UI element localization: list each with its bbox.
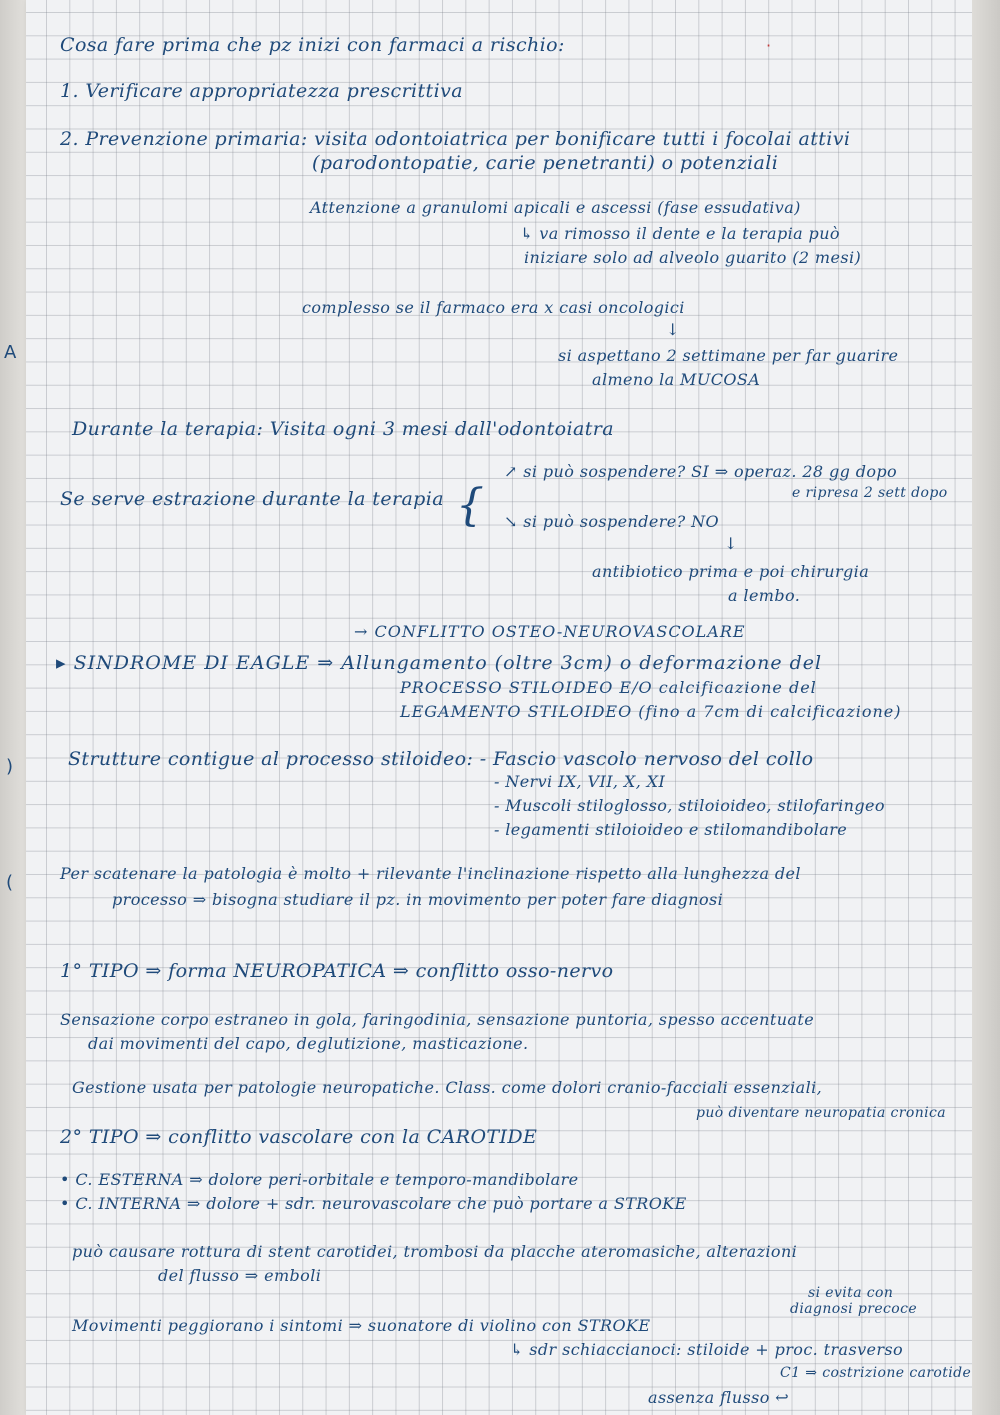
notebook-page	[26, 0, 972, 1415]
note-line: - legamenti stiloioideo e stilomandibolare	[494, 820, 848, 839]
note-line: ↘ si può sospendere? NO	[504, 512, 720, 531]
note-line: - Muscoli stiloglosso, stiloioideo, stilofaringeo	[494, 796, 885, 815]
note-line: Sensazione corpo estraneo in gola, faringodinia, sensazione puntoria, spesso accentuate	[60, 1010, 815, 1029]
brace-glyph: {	[456, 480, 485, 531]
note-line: PROCESSO STILOIDEO E/O calcificazione del	[400, 678, 817, 697]
note-line: può causare rottura di stent carotidei, trombosi da placche ateromasiche, alterazioni	[72, 1242, 798, 1261]
note-line: • C. INTERNA ⇒ dolore + sdr. neurovascolare che può portare a STROKE	[60, 1194, 687, 1213]
note-line: antibiotico prima e poi chirurgia	[592, 562, 870, 581]
note-line: • C. ESTERNA ⇒ dolore peri-orbitale e temporo-mandibolare	[60, 1170, 579, 1189]
note-line: 2. Prevenzione primaria: visita odontoiatrica per bonificare tutti i focolai attivi	[60, 128, 851, 150]
note-line: Gestione usata per patologie neuropatiche. Class. come dolori cranio-facciali essenziali,	[72, 1078, 823, 1097]
note-line: 1° TIPO ⇒ forma NEUROPATICA ⇒ conflitto osso-nervo	[60, 960, 614, 982]
note-line: si evita con	[808, 1285, 894, 1301]
note-line: Se serve estrazione durante la terapia	[60, 488, 444, 510]
note-line: Strutture contigue al processo stiloideo: - Fascio vascolo nervoso del collo	[68, 748, 814, 770]
note-line: ↗ si può sospendere? SI ⇒ operaz. 28 gg dopo	[504, 462, 898, 481]
note-line: C1 ⇒ costrizione carotide	[780, 1365, 972, 1381]
note-line: ↓	[724, 534, 738, 553]
note-line: 1. Verificare appropriatezza prescrittiva	[60, 80, 463, 102]
note-line: Per scatenare la patologia è molto + rilevante l'inclinazione rispetto alla lunghezza del	[60, 864, 801, 883]
note-line: Durante la terapia: Visita ogni 3 mesi dall'odontoiatra	[72, 418, 614, 440]
note-line: Cosa fare prima che pz inizi con farmaci a rischio:	[60, 34, 565, 56]
note-line: 2° TIPO ⇒ conflitto vascolare con la CAROTIDE	[60, 1126, 538, 1148]
note-line: può diventare neuropatia cronica	[696, 1105, 946, 1121]
note-line: Attenzione a granulomi apicali e ascessi (fase essudativa)	[310, 198, 801, 217]
note-line: - Nervi IX, VII, X, XI	[494, 772, 666, 791]
note-line: del flusso ⇒ emboli	[158, 1266, 322, 1285]
note-line: almeno la MUCOSA	[592, 370, 761, 389]
note-line: ▸ SINDROME DI EAGLE ⇒ Allungamento (oltre 3cm) o deformazione del	[56, 652, 823, 674]
note-line: diagnosi precoce	[790, 1301, 918, 1317]
note-line: complesso se il farmaco era x casi oncologici	[302, 298, 685, 317]
margin-mark: (	[6, 872, 14, 893]
page-edge-shadow	[972, 0, 1000, 1415]
margin-mark: A	[4, 342, 17, 363]
note-line: → CONFLITTO OSTEO-NEUROVASCOLARE	[354, 622, 746, 641]
note-line: (parodontopatie, carie penetranti) o potenziali	[312, 152, 779, 174]
note-line: ↳ sdr schiaccianoci: stiloide + proc. trasverso	[510, 1340, 904, 1359]
note-line: a lembo.	[728, 586, 801, 605]
note-line: Movimenti peggiorano i sintomi ⇒ suonatore di violino con STROKE	[72, 1316, 651, 1335]
note-line: processo ⇒ bisogna studiare il pz. in movimento per poter fare diagnosi	[112, 890, 724, 909]
red-dot-mark: ·	[766, 36, 772, 55]
note-line: si aspettano 2 settimane per far guarire	[558, 346, 899, 365]
notebook-binding-shadow	[0, 0, 26, 1415]
note-line: iniziare solo ad alveolo guarito (2 mesi)	[524, 248, 862, 267]
note-line: LEGAMENTO STILOIDEO (fino a 7cm di calcificazione)	[400, 702, 902, 721]
note-line: dai movimenti del capo, deglutizione, masticazione.	[88, 1034, 529, 1053]
note-line: ↓	[666, 320, 680, 339]
note-line: ↳ va rimosso il dente e la terapia può	[520, 224, 840, 243]
note-line: assenza flusso ↩	[648, 1388, 790, 1407]
margin-mark: )	[6, 756, 14, 777]
note-line: e ripresa 2 sett dopo	[792, 485, 948, 501]
